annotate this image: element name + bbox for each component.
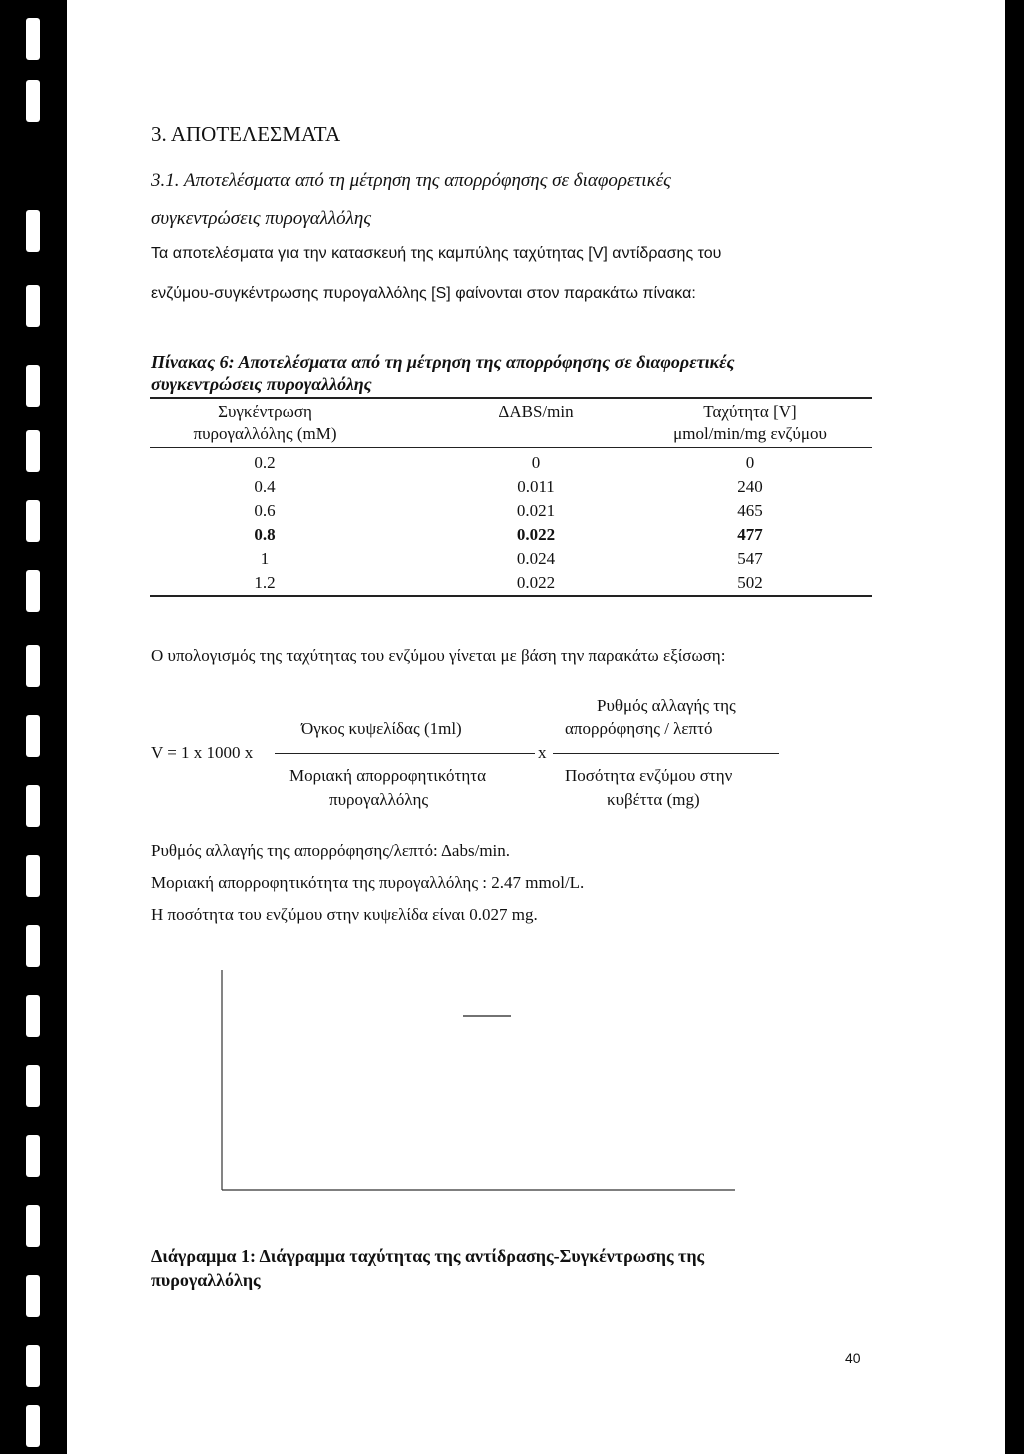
film-perforation <box>26 715 40 757</box>
film-perforation <box>26 210 40 252</box>
table-top-rule <box>150 397 872 399</box>
film-perforation <box>26 995 40 1037</box>
table-cell: 1.2 <box>254 573 276 592</box>
table-cell: 0.2 <box>254 453 276 472</box>
film-perforation <box>26 1275 40 1317</box>
table-cell: 547 <box>737 549 763 568</box>
table-caption-line1: Πίνακας 6: Αποτελέσματα από τη μέτρηση της απορρόφησης σε διαφορετικές <box>151 352 735 372</box>
film-perforation <box>26 785 40 827</box>
table-header-rule <box>150 447 872 448</box>
table-cell: 0.8 <box>254 525 276 544</box>
fraction-bar-2 <box>553 753 779 754</box>
equation-denominator1-line1: Μοριακή απορροφητικότητα <box>289 766 487 785</box>
table-cell: 0.022 <box>516 573 556 592</box>
note-rate: Ρυθμός αλλαγής της απορρόφησης/λεπτό: Δabs/min. <box>151 841 511 860</box>
film-perforation <box>26 285 40 327</box>
table-cell: 0 <box>531 453 541 472</box>
table-cell: 0.011 <box>517 477 555 496</box>
figure-caption-line2: πυρογαλλόλης <box>151 1270 261 1290</box>
film-perforation <box>26 1135 40 1177</box>
table-cell: 0.4 <box>254 477 276 496</box>
document-page <box>67 0 1005 1454</box>
page-number: 40 <box>845 1350 861 1366</box>
film-perforation <box>26 1405 40 1447</box>
table-cell: 0.022 <box>516 525 556 544</box>
equation-denominator2-line2: κυβέττα (mg) <box>607 790 700 809</box>
header-concentration-line1: Συγκέντρωση <box>218 402 312 421</box>
film-perforation <box>26 80 40 122</box>
table-cell: 502 <box>737 573 763 592</box>
velocity-concentration-diagram <box>215 970 735 1195</box>
table-cell: 0.021 <box>516 501 556 520</box>
film-perforation <box>26 1205 40 1247</box>
header-concentration-line2: πυρογαλλόλης (mM) <box>193 424 337 443</box>
figure-caption-line1: Διάγραμμα 1: Διάγραμμα ταχύτητας της αντίδρασης-Συγκέντρωσης της <box>151 1246 705 1266</box>
header-dabs: ΔABS/min <box>498 402 574 421</box>
equation-numerator2-line1: Ρυθμός αλλαγής της <box>597 696 736 715</box>
film-perforation <box>26 855 40 897</box>
table-cell: 1 <box>260 549 270 568</box>
section-title: 3. ΑΠΟΤΕΛΕΣΜΑΤΑ <box>151 122 341 146</box>
film-perforation <box>26 645 40 687</box>
header-velocity-line1: Ταχύτητα [V] <box>703 402 797 421</box>
equation-denominator1-line2: πυρογαλλόλης <box>329 790 429 809</box>
table-cell: 477 <box>737 525 763 544</box>
equation-numerator1: Όγκος κυψελίδας (1ml) <box>301 719 462 738</box>
table-caption-line2: συγκεντρώσεις πυρογαλλόλης <box>151 374 372 394</box>
table-cell: 240 <box>737 477 763 496</box>
equation-lhs: V = 1 x 1000 x <box>151 743 254 762</box>
header-velocity-line2: μmol/min/mg ενζύμου <box>673 424 827 443</box>
equation-times: x <box>538 743 547 762</box>
note-absorptivity: Μοριακή απορροφητικότητα της πυρογαλλόλης : 2.47 mmol/L. <box>151 873 585 892</box>
intro-line1: Τα αποτελέσματα για την κατασκευή της καμπύλης ταχύτητας [V] αντίδρασης του <box>151 245 722 262</box>
fraction-bar-1 <box>275 753 535 754</box>
film-perforation <box>26 365 40 407</box>
note-enzyme-amount: Η ποσότητα του ενζύμου στην κυψελίδα είναι 0.027 mg. <box>151 905 538 924</box>
subsection-title-line1: 3.1. Αποτελέσματα από τη μέτρηση της απορρόφησης σε διαφορετικές <box>151 170 671 191</box>
film-perforation <box>26 1345 40 1387</box>
film-perforation <box>26 925 40 967</box>
equation-denominator2-line1: Ποσότητα ενζύμου στην <box>565 766 733 785</box>
film-perforation <box>26 570 40 612</box>
table-cell: 0 <box>745 453 755 472</box>
table-bottom-rule <box>150 595 872 597</box>
film-perforation <box>26 500 40 542</box>
equation-numerator2-line2: απορρόφησης / λεπτό <box>565 719 713 738</box>
intro-line2: ενζύμου-συγκέντρωσης πυρογαλλόλης [S] φαίνονται στον παρακάτω πίνακα: <box>151 285 696 302</box>
table-cell: 0.024 <box>516 549 556 568</box>
subsection-title-line2: συγκεντρώσεις πυρογαλλόλης <box>151 208 372 229</box>
calculation-text: Ο υπολογισμός της ταχύτητας του ενζύμου γίνεται με βάση την παρακάτω εξίσωση: <box>151 646 726 665</box>
film-perforation <box>26 1065 40 1107</box>
table-cell: 0.6 <box>254 501 276 520</box>
table-cell: 465 <box>737 501 763 520</box>
film-perforation <box>26 18 40 60</box>
film-perforation <box>26 430 40 472</box>
